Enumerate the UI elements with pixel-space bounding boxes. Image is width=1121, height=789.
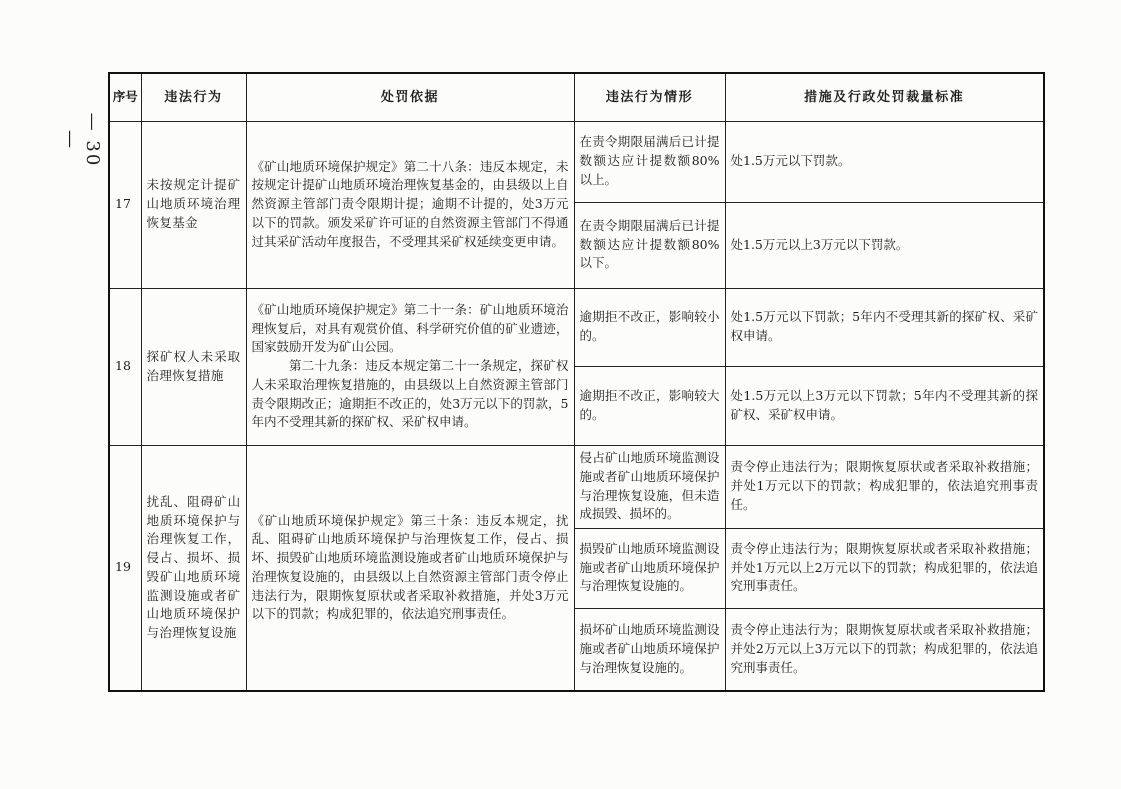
cell-basis xyxy=(246,288,574,445)
header-violation: 违法行为 xyxy=(141,73,246,121)
cell-circumstance: 在责令期限届满后已计提数额达应计提数额80%以上。 xyxy=(574,121,725,202)
cell-no: 18 xyxy=(109,288,141,445)
cell-standard: 责令停止违法行为；限期恢复原状或者采取补救措施；并处1万元以下的罚款；构成犯罪的，依法追究刑事责任。 xyxy=(725,445,1044,528)
table-row-17 xyxy=(109,121,1044,202)
cell-standard: 责令停止违法行为；限期恢复原状或者采取补救措施；并处2万元以上3万元以下的罚款；构成犯罪的，依法追究刑事责任。 xyxy=(725,608,1044,691)
cell-standard: 处1.5万元以下罚款。 xyxy=(725,121,1044,202)
cell-basis xyxy=(246,121,574,288)
cell-circumstance: 逾期拒不改正，影响较大的。 xyxy=(574,366,725,445)
table-row-18 xyxy=(109,288,1044,366)
header-basis: 处罚依据 xyxy=(246,73,574,121)
cell-violation: 未按规定计提矿山地质环境治理恢复基金 xyxy=(141,121,246,288)
cell-standard: 处1.5万元以下罚款；5年内不受理其新的探矿权、采矿权申请。 xyxy=(725,288,1044,366)
cell-standard: 处1.5万元以上3万元以下罚款；5年内不受理其新的探矿权、采矿权申请。 xyxy=(725,366,1044,445)
cell-circumstance: 在责令期限届满后已计提数额达应计提数额80%以下。 xyxy=(574,202,725,288)
basis-paragraph: 第二十九条：违反本规定第二十一条规定，探矿权人未采取治理恢复措施的，由县级以上自然资源主管部门责令限期改正；逾期拒不改正的，处3万元以下的罚款，5年内不受理其新的探矿权、采矿权申请。 xyxy=(251,358,569,430)
basis-paragraph: 《矿山地质环境保护规定》第二十八条：违反本规定，未按规定计提矿山地质环境治理恢复基金的，由县级以上自然资源主管部门责令限期计提；逾期不计提的，处3万元以下的罚款。颁发采矿许可证的自然资源主管部门不得通过其采矿活动年度报告，不受理其采矿权延续变更申请。 xyxy=(251,158,569,249)
cell-no: 19 xyxy=(109,445,141,691)
penalty-standards-table xyxy=(108,72,1045,692)
table-row-19 xyxy=(109,445,1044,528)
basis-paragraph: 《矿山地质环境保护规定》第三十条：违反本规定，扰乱、阻碍矿山地质环境保护与治理恢复工作，侵占、损坏、损毁矿山地质环境监测设施或者矿山地质环境保护与治理恢复设施的，由县级以上自然资源主管部门责令停止违法行为，限期恢复原状或者采取补救措施，并处3万元以下的罚款；构成犯罪的，依法追究刑事责任。 xyxy=(251,512,569,622)
basis-paragraph: 《矿山地质环境保护规定》第二十一条：矿山地质环境治理恢复后，对具有观赏价值、科学研究价值的矿业遗迹，国家鼓励开发为矿山公园。 xyxy=(251,301,569,355)
cell-circumstance: 侵占矿山地质环境监测设施或者矿山地质环境保护与治理恢复设施，但未造成损毁、损坏的。 xyxy=(574,445,725,528)
header-no: 序号 xyxy=(109,73,141,121)
cell-circumstance: 损毁矿山地质环境监测设施或者矿山地质环境保护与治理恢复设施的。 xyxy=(574,528,725,608)
header-standard: 措施及行政处罚裁量标准 xyxy=(725,73,1044,121)
cell-standard: 处1.5万元以上3万元以下罚款。 xyxy=(725,202,1044,288)
cell-violation: 探矿权人未采取治理恢复措施 xyxy=(141,288,246,445)
cell-violation: 扰乱、阻碍矿山地质环境保护与治理恢复工作，侵占、损坏、损毁矿山地质环境监测设施或者矿山地质环境保护与治理恢复设施 xyxy=(141,445,246,691)
cell-standard: 责令停止违法行为；限期恢复原状或者采取补救措施；并处1万元以上2万元以下的罚款；构成犯罪的，依法追究刑事责任。 xyxy=(725,528,1044,608)
cell-basis xyxy=(246,445,574,691)
page-number: — 30 — xyxy=(60,112,103,168)
table-header-row xyxy=(109,73,1044,121)
cell-no: 17 xyxy=(109,121,141,288)
header-circumstance: 违法行为情形 xyxy=(574,73,725,121)
cell-circumstance: 逾期拒不改正，影响较小的。 xyxy=(574,288,725,366)
cell-circumstance: 损坏矿山地质环境监测设施或者矿山地质环境保护与治理恢复设施的。 xyxy=(574,608,725,691)
